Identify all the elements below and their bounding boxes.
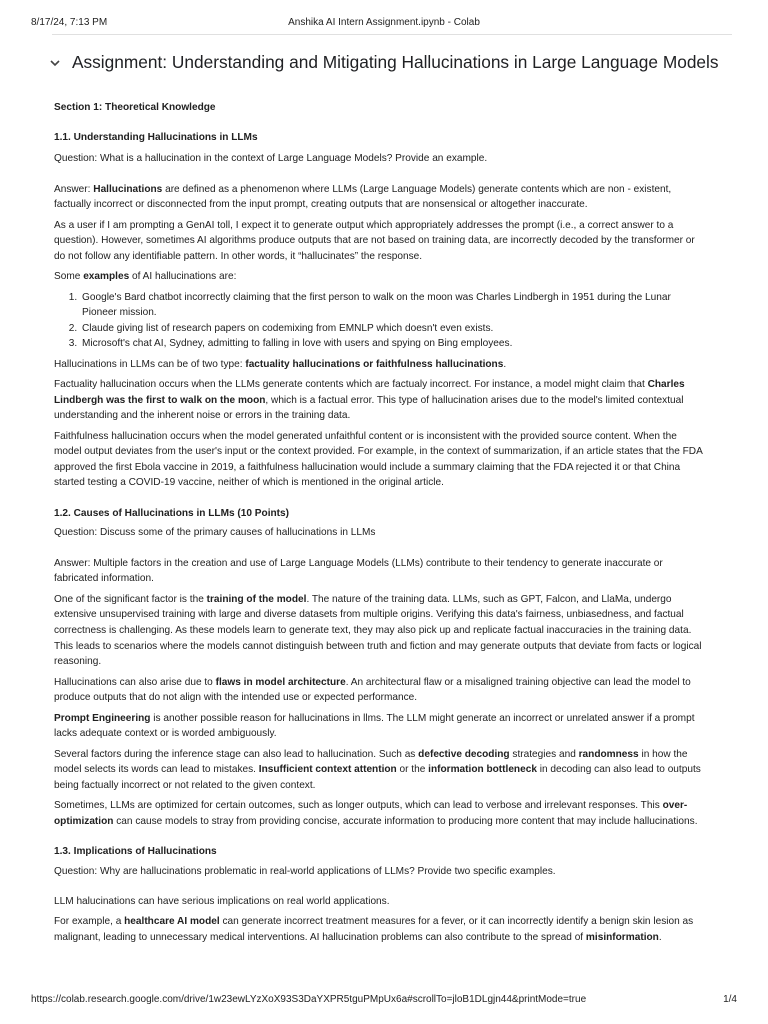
inference-paragraph: Several factors during the inference stage can also lead to hallucination. Such as defective decoding strategies and randomness in how the model selects its words can lead to mistakes. Insufficient context attention or the information bottleneck in decoding can also lead to outputs being factually incorrect or not related to the given context. — [54, 748, 701, 791]
section-title: Section 1: Theoretical Knowledge — [54, 102, 216, 113]
chevron-down-icon[interactable] — [48, 56, 62, 70]
list-item: 3. Microsoft's chat AI, Sydney, admitting to falling in love with users and spying on Bing employees. — [80, 336, 704, 352]
page-title: Assignment: Understanding and Mitigating Hallucinations in Large Language Models — [72, 52, 719, 72]
faithfulness-paragraph: Faithfulness hallucination occurs when the model generated unfaithful content or is inconsistent with the provided source content. When the model output deviates from the user's input or the context provided. For example, in the context of summarization, if an article states that the FDA approved the first Ebola vaccine in 2019, a faithfulness hallucination would include a summary claiming that the FDA rejected it or that China started testing a COVID-19 vaccine, neither of which is mentioned in the original article. — [54, 430, 703, 489]
print-datetime: 8/17/24, 7:13 PM — [31, 17, 108, 28]
list-item: 2. Claude giving list of research papers on codemixing from EMNLP which doesn't even exists. — [80, 321, 704, 337]
notebook-content — [54, 100, 704, 950]
implications-example: For example, a healthcare AI model can generate incorrect treatment measures for a fever, or it can incorrectly identify a benign skin lesion as malignant, leading to unnecessary medical interventions. AI hallucination problems can also contribute to the spread of misinformation. — [54, 916, 694, 944]
header-divider — [52, 34, 732, 35]
hallucination-types: Hallucinations in LLMs can be of two type: factuality hallucinations or faithfulness hallucinations. — [54, 358, 507, 370]
factuality-paragraph: Factuality hallucination occurs when the LLMs generate contents which are factualy incorrect. For instance, a model might claim that Charles Lindbergh was the first to walk on the moon, which is a factual error. This type of hallucination arises due to the model's limited contextual understanding and the inherent noise or errors in the training data. — [54, 379, 685, 422]
examples-list — [54, 290, 704, 352]
subsection-title-1-1: 1.1. Understanding Hallucinations in LLMs — [54, 131, 258, 143]
list-item: 1. Google's Bard chatbot incorrectly claiming that the first person to walk on the moon was Charles Lindbergh in 1951 during the Lunar Pioneer mission. — [80, 290, 704, 321]
question-1-2: Question: Discuss some of the primary causes of hallucinations in LLMs — [54, 527, 376, 539]
print-url: https://colab.research.google.com/drive/1w23ewLYzXoX93S3DaYXPR5tguPMpUx6a#scrollTo=jloB1DLgjn44&printMode=true — [31, 994, 587, 1005]
optimization-paragraph: Sometimes, LLMs are optimized for certain outcomes, such as longer outputs, which can lead to verbose and irrelevant responses. This over-optimization can cause models to stray from providing concise, accurate information to producing more content that may include hallucinations. — [54, 800, 698, 827]
notebook-heading — [48, 52, 719, 73]
answer-1-1: Answer: Hallucinations are defined as a phenomenon where LLMs (Large Language Models) generate contents which are non - existent, factually incorrect or disconnected from the input prompt, creating outputs that are nonsensical or altogether inaccurate. — [54, 183, 672, 211]
print-header — [0, 0, 768, 28]
page-number: 1/4 — [723, 994, 737, 1005]
training-paragraph: One of the significant factor is the training of the model. The nature of the training data. LLMs, such as GPT, Falcon, and LlaMa, undergo extensive unsupervised training with large and diverse datasets from multiple origins. Verifying this data's fairness, unbiasedness, and factual correctness is challenging. As these models learn to generate text, they may also pick up and replicate factual inaccuracies in the training data. This leads to scenarios where the models cannot distinguish between truth and fiction and may generate outputs that deviate from facts or logical reasoning. — [54, 593, 702, 668]
question-1-3: Question: Why are hallucinations problematic in real-world applications of LLMs? Provide two specific examples. — [54, 865, 556, 877]
subsection-title-1-2: 1.2. Causes of Hallucinations in LLMs (10 Points) — [54, 507, 290, 519]
print-page-title: Anshika AI Intern Assignment.ipynb - Colab — [288, 17, 480, 28]
question-1-1: Question: What is a hallucination in the context of Large Language Models? Provide an example. — [54, 153, 488, 165]
implications-intro: LLM halucinations can have serious implications on real world applications. — [54, 896, 390, 908]
answer-1-2: Answer: Multiple factors in the creation and use of Large Language Models (LLMs) contribute to their tendency to generate inaccurate or fabricated information. — [54, 557, 663, 585]
prompt-paragraph: Prompt Engineering is another possible reason for hallucinations in llms. The LLM might generate an incorrect or unrelated answer if a prompt lacks adequate context or is worded ambiguously. — [54, 712, 695, 740]
paragraph-1-1-b: As a user if I am prompting a GenAI toll, I expect it to generate output which appropriately addresses the prompt (i.e., a correct answer to a question). However, sometimes AI algorithms produce outputs that are not based on training data, are incorrectly decoded by the transformer or do not follow any identifiable pattern. In other words, it “hallucinates” the response. — [54, 219, 695, 262]
examples-intro: Some examples of AI hallucinations are: — [54, 271, 237, 283]
subsection-title-1-3: 1.3. Implications of Hallucinations — [54, 846, 217, 858]
architecture-paragraph: Hallucinations can also arise due to flaws in model architecture. An architectural flaw or a misaligned training objective can lead the model to produce outputs that do not align with the intended use or expected performance. — [54, 676, 691, 704]
